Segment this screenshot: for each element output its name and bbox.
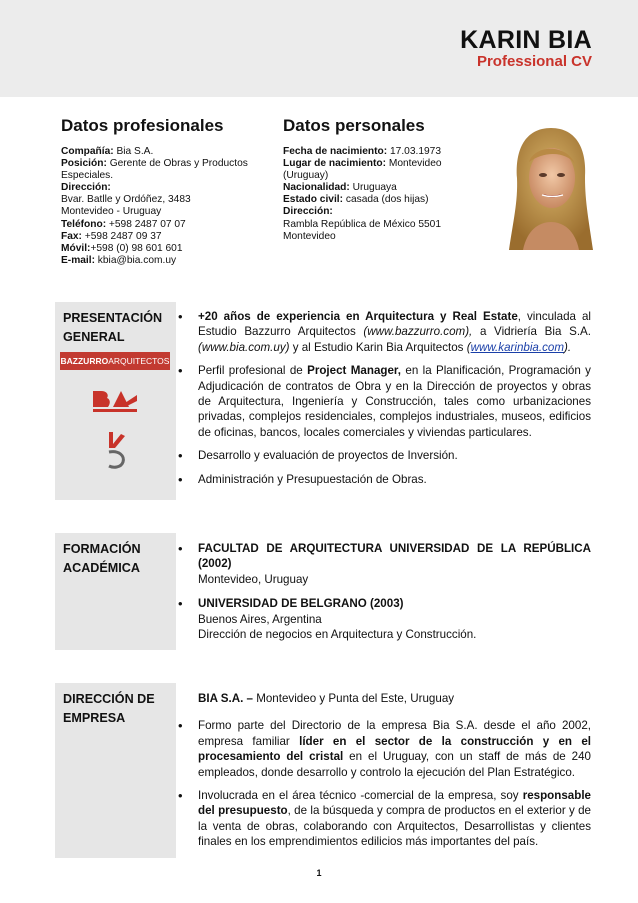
field-value: +598 (0) 98 601 601 [90, 242, 183, 254]
item-text: en la Planificación, Programación y Adjudicación de contratos de Obra y en la Dirección de proyectos y obras de Arquitectura, Ingeniería y Construcción, tales como urbanizaciones privadas, complejos residenciales, complejos industriales, museos, edificios de oficinas, bancos, locales comerciales y viviendas particulares. [198, 364, 591, 439]
data-row [283, 158, 442, 170]
field-label: Nacionalidad: [283, 182, 350, 194]
bia-url: (www.bia.com.uy) [198, 340, 290, 354]
item-strong: Project Manager, [307, 364, 402, 378]
data-row [61, 206, 248, 218]
personal-data-heading: Datos personales [283, 116, 425, 135]
logo-text: BAZZURRO [60, 356, 109, 366]
field-value: Montevideo [386, 158, 442, 170]
field-value: 17.03.1973 [387, 146, 441, 157]
data-row [61, 255, 248, 267]
company-name: BIA S.A. – [198, 692, 253, 705]
label-line: ACADÉMICA [63, 561, 140, 575]
item-text: ). [564, 340, 572, 354]
field-value: +598 2487 07 07 [106, 218, 186, 230]
field-value: Uruguaya [349, 182, 397, 194]
data-row [61, 194, 248, 206]
degree-desc: Dirección de negocios en Arquitectura y Construcción. [198, 628, 477, 642]
field-value: Especiales. [61, 170, 114, 182]
page-number: 1 [316, 868, 322, 878]
item-strong: responsable del presupuesto [198, 789, 591, 818]
label-line: PRESENTACIÓN [63, 311, 163, 325]
data-row [283, 219, 442, 231]
item-text: , vinculada al Estudio Bazzurro Arquitectos [198, 310, 591, 339]
data-row [61, 170, 248, 182]
data-row [61, 243, 248, 255]
degree-title: FACULTAD DE ARQUITECTURA UNIVERSIDAD DE LA REPÚBLICA (2002) [198, 542, 591, 571]
professional-data-heading: Datos profesionales [61, 116, 224, 135]
item-text: Perfil profesional de [198, 364, 308, 378]
data-row [283, 194, 442, 206]
field-label: Móvil: [61, 242, 91, 254]
professional-data-list [61, 146, 248, 267]
list-item: • Administración y Presupuestación de Obras. [198, 472, 591, 487]
degree-place: Montevideo, Uruguay [198, 572, 309, 586]
data-row [283, 170, 442, 182]
list-item: • Desarrollo y evaluación de proyectos de Inversión. [198, 448, 591, 463]
item-text: Formo parte del Directorio de la empresa Bia S.A. desde el año 2002, empresa familiar [198, 719, 591, 748]
data-row [61, 231, 248, 243]
formacion-content [198, 541, 591, 642]
item-text: a Vidriería Bia S.A. [472, 325, 591, 339]
bazzurro-logo [60, 352, 170, 370]
field-value: (Uruguay) [283, 170, 329, 182]
item-text: , de la búsqueda y compra de productos en el exterior y de la venta de obras, colaborando con Arquitectos, Desarrollistas y clientes finales en los emprendimientos edilicios más importantes del país. [198, 804, 592, 849]
item-strong: +20 años de experiencia en Arquitectura y Real Estate [198, 310, 518, 323]
list-item [198, 788, 591, 850]
field-value: Bia S.A. [113, 146, 154, 157]
field-label: Fecha de nacimiento: [283, 146, 388, 157]
label-line: GENERAL [63, 330, 125, 344]
degree-place: Buenos Aires, Argentina [198, 612, 322, 626]
field-label: Dirección: [61, 182, 111, 194]
field-label: Teléfono: [61, 218, 107, 230]
data-row [61, 219, 248, 231]
list-item [198, 596, 591, 642]
bia-logo [91, 389, 139, 415]
field-label: Compañía: [61, 146, 114, 157]
cv-name: KARIN BIA [460, 26, 592, 54]
item-text: Involucrada en el área técnico -comercial de la empresa, soy [198, 789, 523, 803]
data-row [61, 158, 248, 170]
field-label: E-mail: [61, 254, 95, 266]
field-label: Posición: [61, 158, 107, 170]
logo-text: ARQUITECTOS [108, 356, 170, 366]
field-value: Bvar. Batlle y Ordóñez, 3483 [61, 194, 191, 206]
data-row [283, 146, 442, 158]
field-value: Montevideo [283, 230, 336, 242]
direccion-content [198, 691, 591, 850]
profile-photo [505, 122, 597, 250]
data-row [283, 231, 442, 243]
list-item [198, 309, 591, 355]
field-label: Estado civil: [283, 194, 344, 206]
item-text: y al Estudio Karin Bia Arquitectos [289, 340, 467, 354]
cv-subtitle: Professional CV [476, 53, 592, 70]
data-row [283, 206, 442, 218]
data-row [61, 146, 248, 158]
field-value: kbia@bia.com.uy [94, 254, 177, 266]
field-value: +598 2487 09 37 [81, 230, 162, 242]
label-line: EMPRESA [63, 711, 126, 725]
item-text: ( [466, 340, 471, 354]
section-label-formacion [55, 533, 176, 650]
field-label: Dirección: [283, 206, 333, 218]
karin-bia-logo [105, 430, 127, 470]
item-strong: líder en el sector de la construcción y en el procesamiento del cristal [198, 734, 591, 764]
field-label: Fax: [61, 230, 82, 242]
bazzurro-url: (www.bazzurro.com), [363, 325, 473, 339]
data-row [283, 182, 442, 194]
header-band [0, 0, 638, 97]
presentacion-content [198, 309, 591, 487]
data-row [61, 182, 248, 194]
field-value: Rambla República de México 5501 [283, 218, 441, 230]
company-line [198, 691, 591, 706]
field-value: casada (dos hijas) [343, 194, 429, 206]
company-location: Montevideo y Punta del Este, Uruguay [252, 692, 455, 705]
section-label-direccion [55, 683, 176, 858]
label-line: DIRECCIÓN DE [63, 692, 155, 706]
item-text: en el Uruguay, con un staff de más de 240 empleados, donde desarrollo y controlo la ejecución del Plan Estratégico. [198, 750, 591, 779]
field-label: Lugar de nacimiento: [283, 158, 387, 170]
karinbia-link[interactable]: www.karinbia.com [470, 340, 565, 354]
list-item [198, 718, 591, 780]
field-value: Gerente de Obras y Productos [106, 158, 248, 170]
degree-title: UNIVERSIDAD DE BELGRANO (2003) [198, 597, 404, 611]
list-item [198, 541, 591, 587]
list-item [198, 363, 591, 440]
field-value: Montevideo - Uruguay [61, 206, 162, 218]
personal-data-list [283, 146, 442, 243]
label-line: FORMACIÓN [63, 542, 141, 556]
